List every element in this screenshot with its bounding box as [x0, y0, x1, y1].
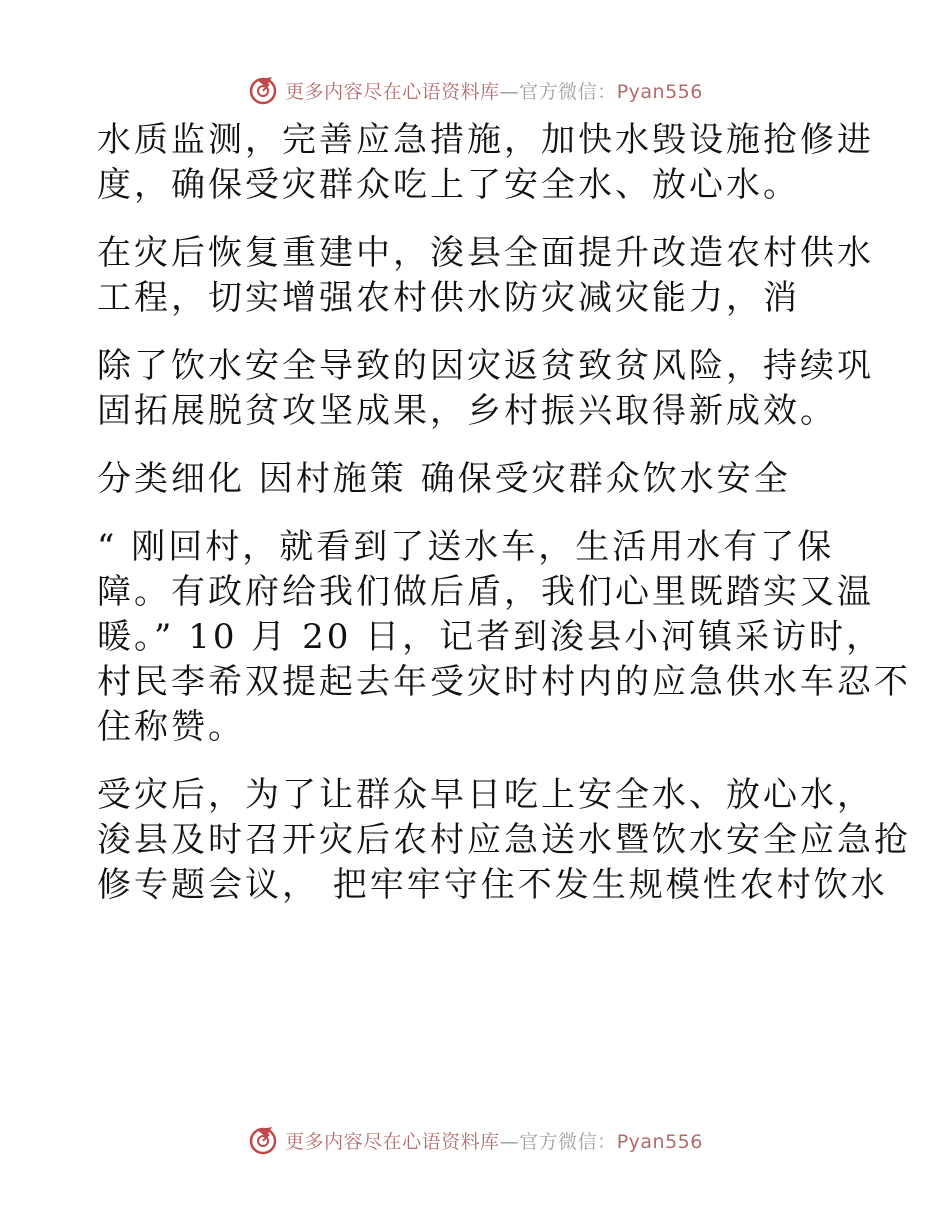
paragraph [97, 525, 911, 750]
text-line: 暖。” 10 月 20 日，记者到浚县小河镇采访时， [97, 617, 884, 657]
text-line: 浚县及时召开灾后农村应急送水暨饮水安全应急抢 [97, 820, 911, 860]
watermark-site: 更多内容尽在心语资料库 [285, 80, 500, 103]
paragraph [97, 118, 874, 208]
watermark-banner-bottom [0, 1120, 950, 1160]
text-line: 除了饮水安全导致的因灾返贫致贫风险，持续巩 [97, 346, 874, 386]
text-line: 修专题会议， 把牢牢守住不发生规模性农村饮水 [97, 865, 888, 905]
watermark-separator: — [499, 1130, 520, 1153]
watermark-separator: — [499, 80, 520, 103]
text-line: “ 刚回村，就看到了送水车，生活用水有了保 [97, 527, 835, 567]
watermark-banner-top [0, 70, 950, 110]
text-line: 村民李希双提起去年受灾时村内的应急供水车忍不 [97, 662, 911, 702]
text-line: 工程，切实增强农村供水防灾减灾能力，消 [97, 278, 800, 318]
text-line: 水质监测，完善应急措施，加快水毁设施抢修进 [97, 120, 874, 160]
watermark-handle: Pyan556 [616, 1130, 703, 1153]
text-line: 障。有政府给我们做后盾，我们心里既踏实又温 [97, 572, 874, 612]
text-line: 住称赞。 [97, 707, 245, 747]
text-line: 度，确保受灾群众吃上了安全水、放心水。 [97, 165, 800, 205]
watermark-site: 更多内容尽在心语资料库 [285, 1130, 500, 1153]
brand-logo-icon [247, 74, 279, 106]
document-body [97, 118, 911, 908]
watermark-cta: 官方微信： [519, 80, 617, 103]
text-line: 固拓展脱贫攻坚成果，乡村振兴取得新成效。 [97, 391, 837, 431]
text-line: 在灾后恢复重建中，浚县全面提升改造农村供水 [97, 233, 874, 273]
brand-logo-icon [247, 1124, 279, 1156]
watermark-text [285, 1127, 703, 1154]
text-line: 受灾后，为了让群众早日吃上安全水、放心水， [97, 775, 874, 815]
watermark-handle: Pyan556 [616, 80, 703, 103]
section-heading [97, 457, 857, 502]
watermark-cta: 官方微信： [519, 1130, 617, 1153]
paragraph [97, 773, 911, 908]
paragraph [97, 231, 874, 321]
section-heading-text: 分类细化 因村施策 确保受灾群众饮水安全 [97, 459, 791, 499]
paragraph [97, 344, 874, 434]
watermark-text [285, 77, 703, 104]
